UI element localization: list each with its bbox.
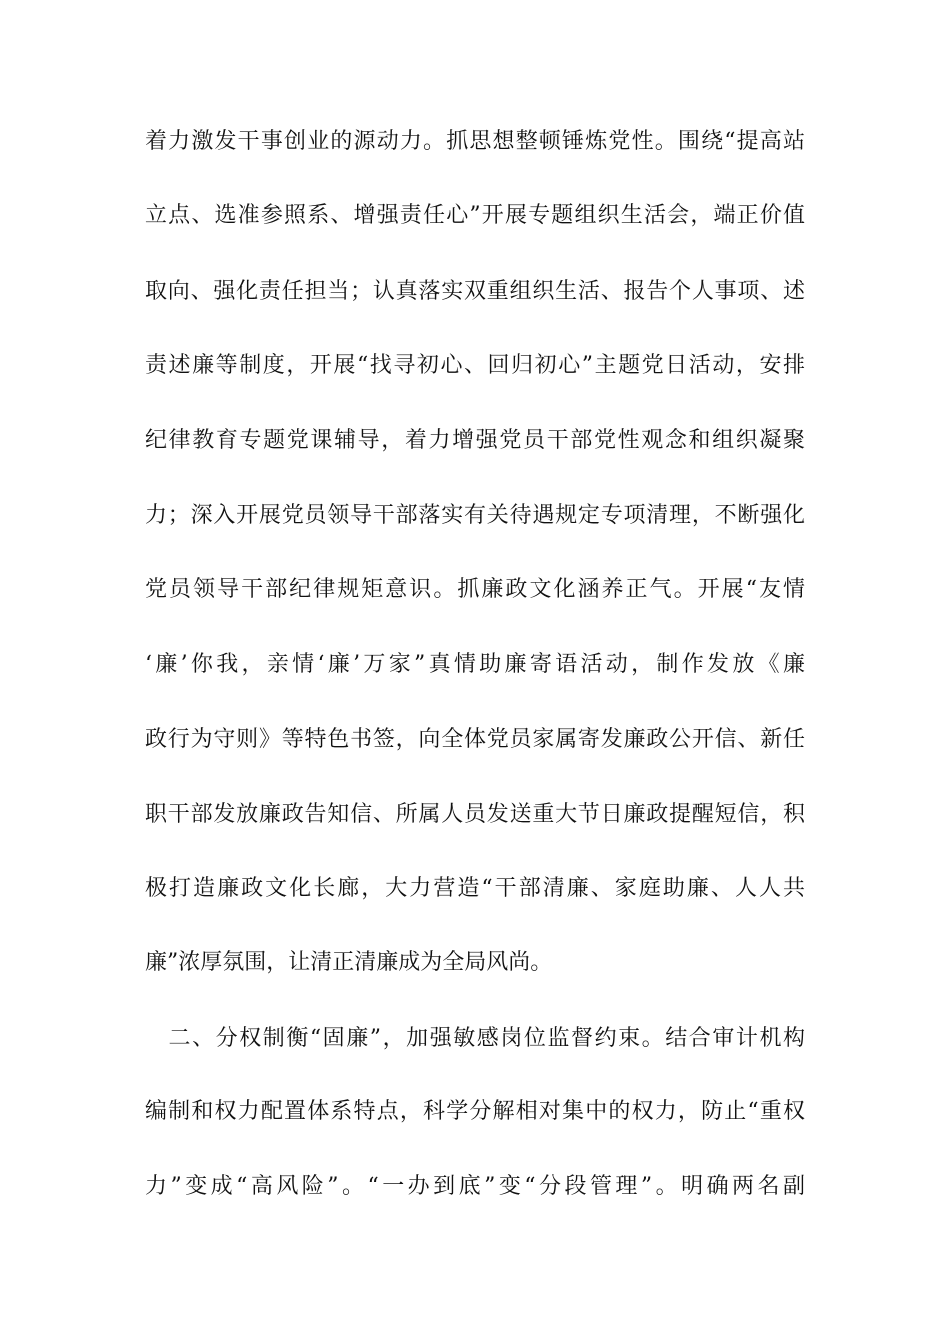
paragraph-line: 廉”浓厚氛围，让清正清廉成为全局风尚。	[145, 950, 553, 975]
paragraph-line: 极打造廉政文化长廊，大力营造“干部清廉、家庭助廉、人人共	[145, 876, 805, 901]
paragraph-line: 纪律教育专题党课辅导，着力增强党员干部党性观念和组织凝聚	[145, 428, 805, 453]
section-heading-line: 二、分权制衡“固廉”，加强敏感岗位监督约束。结合审计机构	[145, 1026, 805, 1051]
paragraph-line: 责述廉等制度，开展“找寻初心、回归初心”主题党日活动，安排	[145, 353, 805, 378]
paragraph-line: 政行为守则》等特色书签，向全体党员家属寄发廉政公开信、新任	[145, 727, 805, 752]
paragraph-line: 力”变成“高风险”。“一办到底”变“分段管理”。明确两名副	[145, 1174, 805, 1199]
paragraph-line: 力；深入开展党员领导干部落实有关待遇规定专项清理，不断强化	[145, 503, 805, 528]
paragraph-line: 取向、强化责任担当；认真落实双重组织生活、报告个人事项、述	[145, 279, 805, 304]
paragraph-line: 职干部发放廉政告知信、所属人员发送重大节日廉政提醒短信，积	[145, 802, 805, 827]
paragraph-line: 编制和权力配置体系特点，科学分解相对集中的权力，防止“重权	[145, 1099, 805, 1124]
paragraph-line: 党员领导干部纪律规矩意识。抓廉政文化涵养正气。开展“友情	[145, 577, 805, 602]
paragraph-line: 着力激发干事创业的源动力。抓思想整顿锤炼党性。围绕“提高站	[145, 129, 805, 154]
paragraph-line: 立点、选准参照系、增强责任心”开展专题组织生活会，端正价值	[145, 203, 805, 228]
paragraph-line: ‘廉’你我，亲情‘廉’万家”真情助廉寄语活动，制作发放《廉	[145, 652, 805, 677]
